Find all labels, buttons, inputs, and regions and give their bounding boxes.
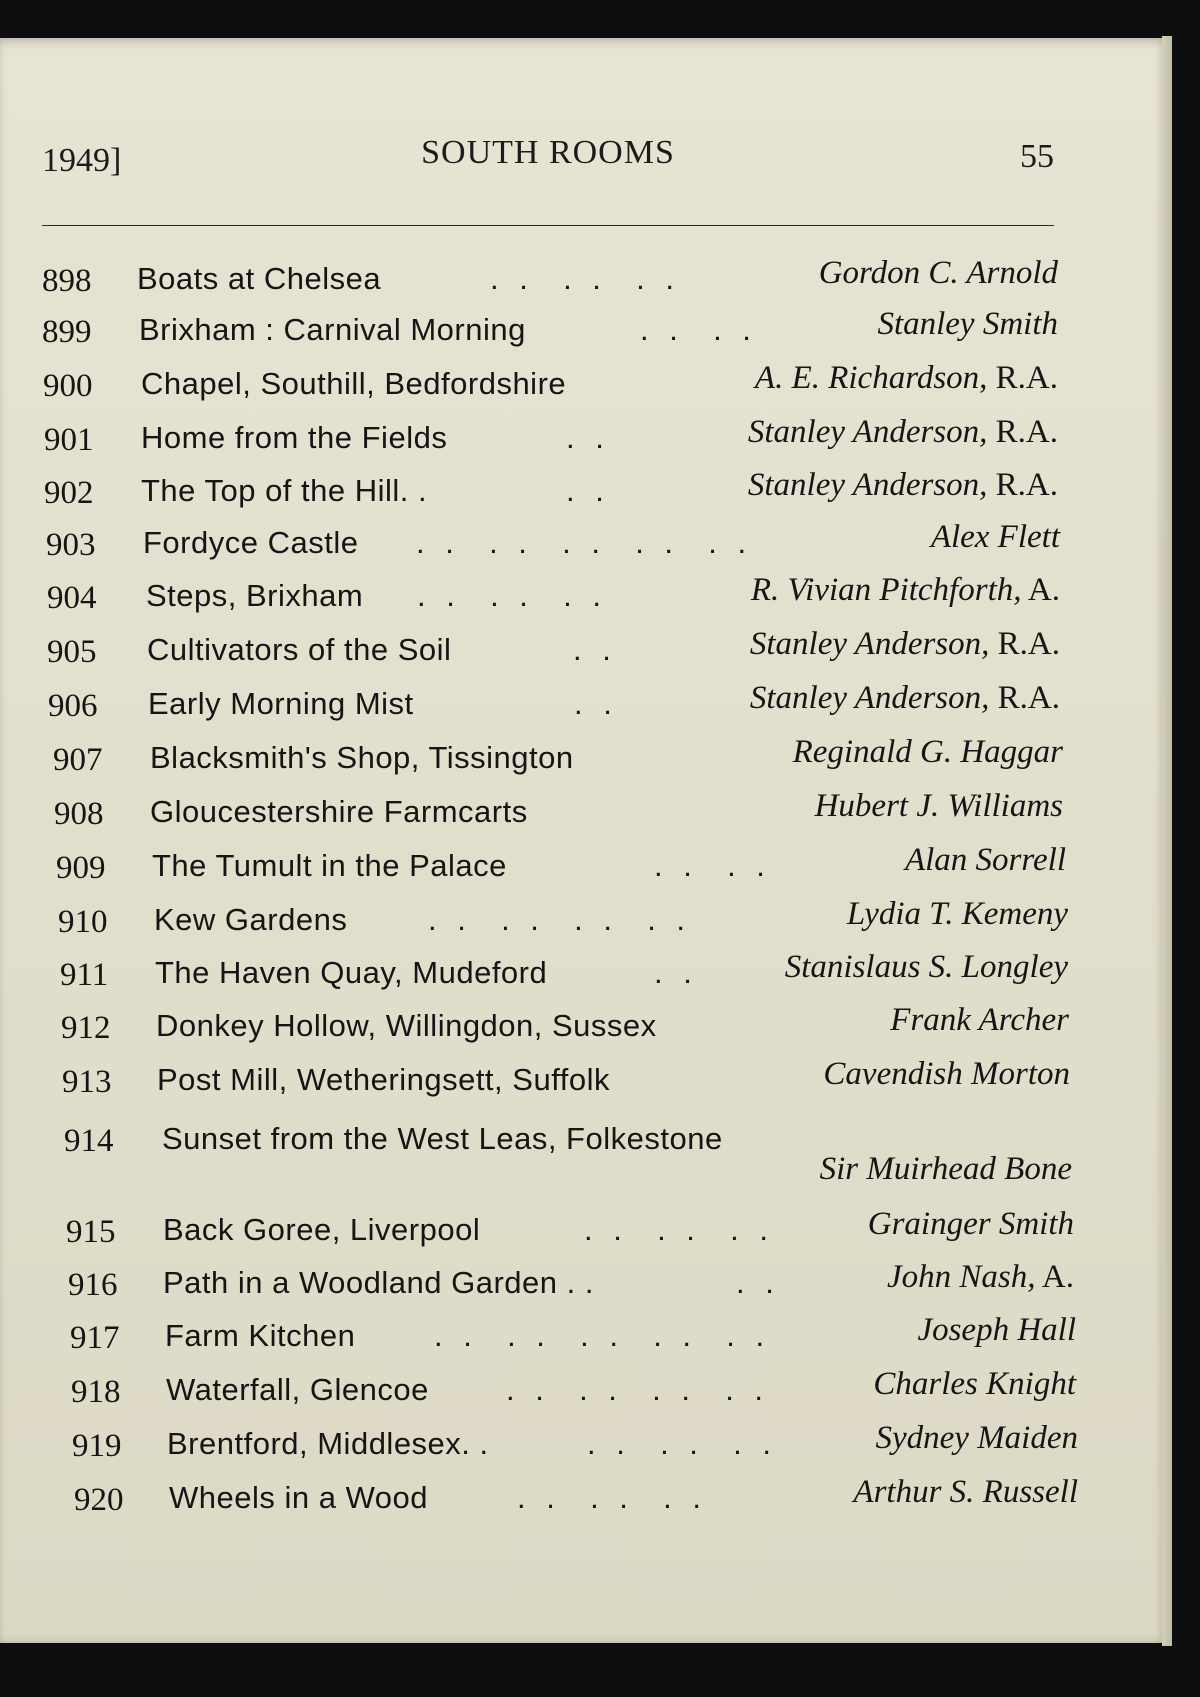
entry-artist — [868, 1206, 1074, 1243]
entry-number: 910 — [58, 904, 108, 940]
entry-number: 919 — [72, 1428, 122, 1464]
entry-title: Blacksmith's Shop, Tissington — [150, 740, 574, 775]
artist-name: Sir Muirhead Bone — [819, 1151, 1072, 1187]
artist-name: A. E. Richardson, — [754, 360, 988, 396]
entry-title: Brentford, Middlesex. . — [167, 1426, 489, 1461]
entry-number: 913 — [62, 1064, 112, 1100]
entry-artist — [785, 949, 1068, 986]
artist-suffix: R.A. — [987, 414, 1058, 450]
entry-title: Waterfall, Glencoe — [166, 1372, 429, 1407]
artist-name: Alex Flett — [930, 519, 1060, 555]
entry-number: 905 — [47, 634, 97, 670]
entry-title: Brixham : Carnival Morning — [139, 312, 526, 347]
entry-artist — [819, 255, 1058, 292]
artist-name: Joseph Hall — [917, 1312, 1076, 1348]
artist-name: Sydney Maiden — [875, 1420, 1078, 1456]
entry-number: 920 — [74, 1482, 124, 1518]
entry-number: 907 — [53, 742, 103, 778]
entry-title: Early Morning Mist — [148, 686, 414, 721]
entry-number: 914 — [64, 1123, 114, 1159]
entry-number: 916 — [68, 1267, 118, 1303]
entry-leader: . . — [736, 1265, 780, 1300]
entry-title: The Tumult in the Palace — [152, 848, 507, 883]
entry-number: 906 — [48, 688, 98, 724]
entry-number: 902 — [44, 475, 94, 511]
entry-number: 900 — [43, 368, 93, 404]
artist-name: Alan Sorrell — [904, 842, 1066, 878]
artist-name: Charles Knight — [873, 1366, 1076, 1402]
entry-number: 901 — [44, 422, 94, 458]
entry-artist — [876, 1420, 1079, 1457]
catalogue-entry — [56, 842, 1066, 898]
artist-name: Gordon C. Arnold — [818, 255, 1058, 291]
entry-leader: . . . . . . — [517, 1480, 707, 1515]
entry-leader: . . . . . . . . — [506, 1372, 770, 1407]
artist-name: Stanley Anderson, — [747, 467, 988, 503]
entry-artist — [853, 1474, 1078, 1511]
entry-artist — [750, 680, 1060, 717]
entry-number: 903 — [46, 527, 96, 563]
entry-leader: . . — [573, 632, 617, 667]
entry-number: 915 — [66, 1214, 116, 1250]
entry-artist — [873, 1366, 1076, 1403]
artist-suffix: A. — [1035, 1259, 1074, 1295]
entry-title: Donkey Hollow, Willingdon, Sussex — [156, 1008, 657, 1043]
entry-title: Gloucestershire Farmcarts — [150, 794, 528, 829]
entry-artist — [847, 896, 1068, 933]
entry-title: Home from the Fields — [141, 420, 448, 455]
entry-artist — [755, 360, 1058, 397]
entry-leader: . . — [566, 420, 610, 455]
entry-artist — [751, 572, 1060, 609]
entry-artist — [905, 842, 1066, 879]
artist-name: Stanley Smith — [877, 306, 1058, 342]
artist-suffix: R.A. — [987, 467, 1058, 503]
catalogue-entry — [48, 680, 1060, 736]
entry-number: 911 — [60, 957, 109, 993]
catalogue-entry — [43, 360, 1058, 416]
header-page-number: 55 — [1020, 138, 1054, 175]
artist-name: Frank Archer — [890, 1002, 1069, 1038]
entry-leader: . . . . . . . . . . — [416, 525, 753, 560]
entry-artist — [890, 1002, 1069, 1039]
entry-leader: . . — [566, 473, 610, 508]
entry-title: The Top of the Hill. . — [141, 473, 428, 508]
artist-name: R. Vivian Pitchforth, — [750, 572, 1022, 608]
catalogue-entry — [42, 306, 1058, 362]
entry-artist — [750, 626, 1060, 663]
entry-title: Steps, Brixham — [146, 578, 364, 613]
artist-suffix: R.A. — [989, 626, 1060, 662]
catalogue-entry — [64, 1121, 1072, 1201]
entry-number: 918 — [71, 1374, 121, 1410]
entry-number: 904 — [47, 580, 97, 616]
entry-artist — [931, 519, 1060, 556]
entry-title: Sunset from the West Leas, Folkestone — [162, 1121, 723, 1156]
catalogue-entry — [62, 1056, 1070, 1112]
catalogue-entry — [53, 734, 1063, 790]
catalogue-entry — [42, 255, 1058, 311]
artist-name: John Nash, — [886, 1259, 1036, 1295]
entry-artist — [887, 1259, 1074, 1296]
entry-artist — [917, 1312, 1076, 1349]
entry-title: Boats at Chelsea — [137, 261, 382, 296]
entry-leader: . . — [654, 955, 698, 990]
artist-name: Hubert J. Williams — [814, 788, 1063, 824]
entry-number: 912 — [61, 1010, 111, 1046]
catalogue-entry — [58, 896, 1068, 952]
entry-title: Kew Gardens — [154, 902, 348, 937]
artist-name: Reginald G. Haggar — [792, 734, 1063, 770]
entry-title: The Haven Quay, Mudeford — [155, 955, 548, 990]
catalogue-entry — [44, 414, 1058, 470]
entry-leader: . . . . — [640, 312, 757, 347]
catalogue-entry — [68, 1259, 1074, 1315]
entry-number: 917 — [70, 1320, 120, 1356]
entry-title: Path in a Woodland Garden . . — [163, 1265, 594, 1300]
catalogue-entry — [74, 1474, 1078, 1530]
entry-title: Chapel, Southill, Bedfordshire — [141, 366, 567, 401]
entry-number: 899 — [42, 314, 92, 350]
entry-artist — [823, 1056, 1070, 1093]
catalogue-entry — [72, 1420, 1078, 1476]
entry-number: 898 — [42, 263, 92, 299]
entry-title: Back Goree, Liverpool — [163, 1212, 481, 1247]
entry-title: Farm Kitchen — [165, 1318, 356, 1353]
catalogue-entry — [47, 572, 1060, 628]
artist-name: Grainger Smith — [867, 1206, 1074, 1242]
artist-name: Stanislaus S. Longley — [784, 949, 1068, 985]
entry-leader: . . . . . . — [417, 578, 607, 613]
entry-title: Wheels in a Wood — [169, 1480, 428, 1515]
entry-artist — [748, 414, 1058, 451]
artist-suffix: R.A. — [989, 680, 1060, 716]
entry-leader: . . . . — [654, 848, 771, 883]
catalogue-entry — [46, 519, 1060, 575]
artist-name: Arthur S. Russell — [853, 1474, 1078, 1510]
entry-title: Cultivators of the Soil — [147, 632, 452, 667]
artist-name: Lydia T. Kemeny — [846, 896, 1068, 932]
catalogue-entry — [44, 467, 1058, 523]
artist-suffix: A. — [1021, 572, 1060, 608]
entry-title: Post Mill, Wetheringsett, Suffolk — [157, 1062, 610, 1097]
entry-artist — [815, 788, 1063, 825]
entry-leader: . . — [574, 686, 618, 721]
entry-leader: . . . . . . — [490, 261, 680, 296]
entry-artist — [793, 734, 1063, 771]
catalogue-entry — [70, 1312, 1076, 1368]
entry-number: 909 — [56, 850, 106, 886]
catalogue-entry — [66, 1206, 1074, 1262]
entry-artist — [820, 1151, 1072, 1188]
catalogue-entry — [47, 626, 1060, 682]
header-year: 1949] — [42, 142, 122, 179]
entry-leader: . . . . . . — [587, 1426, 777, 1461]
catalogue-entry — [61, 1002, 1069, 1058]
catalogue-entry — [54, 788, 1063, 844]
header-title: SOUTH ROOMS — [421, 134, 675, 171]
entry-leader: . . . . . . . . . . — [434, 1318, 771, 1353]
entry-artist — [748, 467, 1058, 504]
artist-suffix: R.A. — [987, 360, 1058, 396]
artist-name: Cavendish Morton — [823, 1056, 1070, 1092]
catalogue-entry — [71, 1366, 1076, 1422]
artist-name: Stanley Anderson, — [749, 626, 990, 662]
artist-name: Stanley Anderson, — [749, 680, 990, 716]
entry-leader: . . . . . . . . — [428, 902, 692, 937]
catalogue-entry — [60, 949, 1068, 1005]
entry-title: Fordyce Castle — [143, 525, 359, 560]
entry-artist — [877, 306, 1058, 343]
entry-leader: . . . . . . — [584, 1212, 774, 1247]
artist-name: Stanley Anderson, — [747, 414, 988, 450]
entry-number: 908 — [54, 796, 104, 832]
